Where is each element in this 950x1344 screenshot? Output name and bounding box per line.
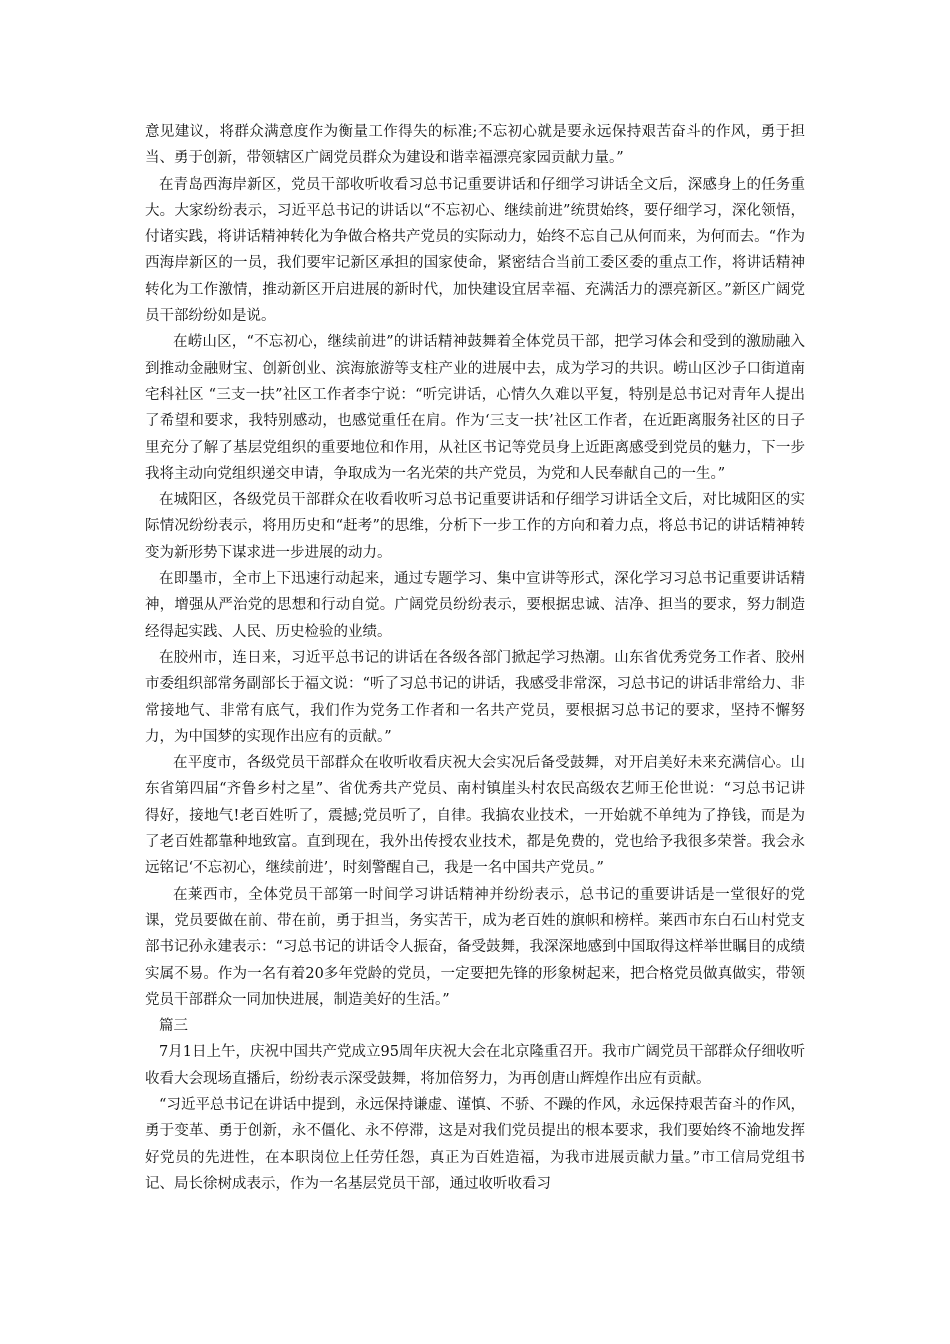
- paragraph: 在青岛西海岸新区，党员干部收听收看习总书记重要讲话和仔细学习讲话全文后，深感身上的任务重大。大家纷纷表示，习近平总书记的讲话以“不忘初心、继续前进”统贯始终，要仔细学习，深化领悟，付诸实践，将讲话精神转化为争做合格共产党员的实际动力，始终不忘自己从何而来，为何而去。“作为西海岸新区的一员，我们要牢记新区承担的国家使命，紧密结合当前工委区委的重点工作，将讲话精神转化为工作激情，推动新区开启进展的新时代，加快建设宜居幸福、充满活力的漂亮新区。”新区广阔党员干部纷纷如是说。: [145, 176, 805, 325]
- paragraph: 意见建议，将群众满意度作为衡量工作得失的标准;不忘初心就是要永远保持艰苦奋斗的作风，勇于担当、勇于创新，带领辖区广阔党员群众为建设和谐幸福漂亮家园贡献力量。”: [145, 124, 805, 167]
- paragraph: 在莱西市，全体党员干部第一时间学习讲话精神并纷纷表示，总书记的重要讲话是一堂很好的党课，党员要做在前、带在前，勇于担当，务实苦干，成为老百姓的旗帜和榜样。莱西市东白石山村党支部书记孙永建表示：“习总书记的讲话令人振奋，备受鼓舞，我深深地感到中国取得这样举世瞩目的成绩实属不易。作为一名有着20多年党龄的党员，一定要把先锋的形象树起来，把合格党员做真做实，带领党员干部群众一同加快进展，制造美好的生活。”: [145, 886, 805, 1008]
- document-page: [145, 119, 805, 1197]
- paragraph: 在城阳区，各级党员干部群众在收看收听习总书记重要讲话和仔细学习讲话全文后，对比城阳区的实际情况纷纷表示，将用历史和“赶考”的思维，分析下一步工作的方向和着力点，将总书记的讲话精神转变为新形势下谋求进一步进展的动力。: [145, 492, 805, 561]
- paragraph: 在即墨市，全市上下迅速行动起来，通过专题学习、集中宣讲等形式，深化学习习总书记重要讲话精神，增强从严治党的思想和行动自觉。广阔党员纷纷表示，要根据忠诚、洁净、担当的要求，努力制造经得起实践、人民、历史检验的业绩。: [145, 571, 805, 640]
- paragraph: 在崂山区，“不忘初心，继续前进”的讲话精神鼓舞着全体党员干部，把学习体会和受到的激励融入到推动金融财宝、创新创业、滨海旅游等支柱产业的进展中去，成为学习的共识。崂山区沙子口街道南宅科社区 “三支一扶”社区工作者李宁说：“听完讲话，心情久久难以平复，特别是总书记对青年人提出了希望和要求，我特别感动，也感觉重任在肩。作为‘三支一扶’社区工作者，在近距离服务社区的日子里充分了解了基层党组织的重要地位和作用，从社区书记等党员身上近距离感受到党员的魅力，下一步我将主动向党组织递交申请，争取成为一名光荣的共产党员，为党和人民奉献自己的一生。”: [145, 334, 805, 482]
- paragraph: 在平度市，各级党员干部群众在收听收看庆祝大会实况后备受鼓舞，对开启美好未来充满信心。山东省第四届“齐鲁乡村之星”、省优秀共产党员、南村镇崖头村农民高级农艺师王伦世说：“习总书记讲得好，接地气!老百姓听了，震撼;党员听了，自律。我搞农业技术，一开始就不单纯为了挣钱，而是为了老百姓都靠种地致富。直到现在，我外出传授农业技术，都是免费的，党也给予我很多荣誉。我会永远铭记‘不忘初心，继续前进’，时刻警醒自己，我是一名中国共产党员。”: [145, 755, 805, 877]
- paragraph: 在胶州市，连日来，习近平总书记的讲话在各级各部门掀起学习热潮。山东省优秀党务工作者、胶州市委组织部常务副部长于福文说：“听了习总书记的讲话，我感受非常深，习总书记的讲话非常给力、非常接地气、非常有底气，我们作为党务工作者和一名共产党员，要根据习总书记的要求，坚持不懈努力，为中国梦的实现作出应有的贡献。”: [145, 649, 805, 745]
- paragraph: 7月1日上午，庆祝中国共产党成立95周年庆祝大会在北京隆重召开。我市广阔党员干部群众仔细收听收看大会现场直播后，纷纷表示深受鼓舞，将加倍努力，为再创唐山辉煌作出应有贡献。: [145, 1044, 805, 1087]
- section-heading: 篇三: [159, 1018, 188, 1035]
- paragraph: “习近平总书记在讲话中提到，永远保持谦虚、谨慎、不骄、不躁的作风，永远保持艰苦奋斗的作风，勇于变革、勇于创新，永不僵化、永不停滞，这是对我们党员提出的根本要求，我们要始终不渝地发挥好党员的先进性，在本职岗位上任劳任怨，真正为百姓造福，为我市进展贡献力量。”市工信局党组书记、局长徐树成表示，作为一名基层党员干部，通过收听收看习: [145, 1096, 805, 1192]
